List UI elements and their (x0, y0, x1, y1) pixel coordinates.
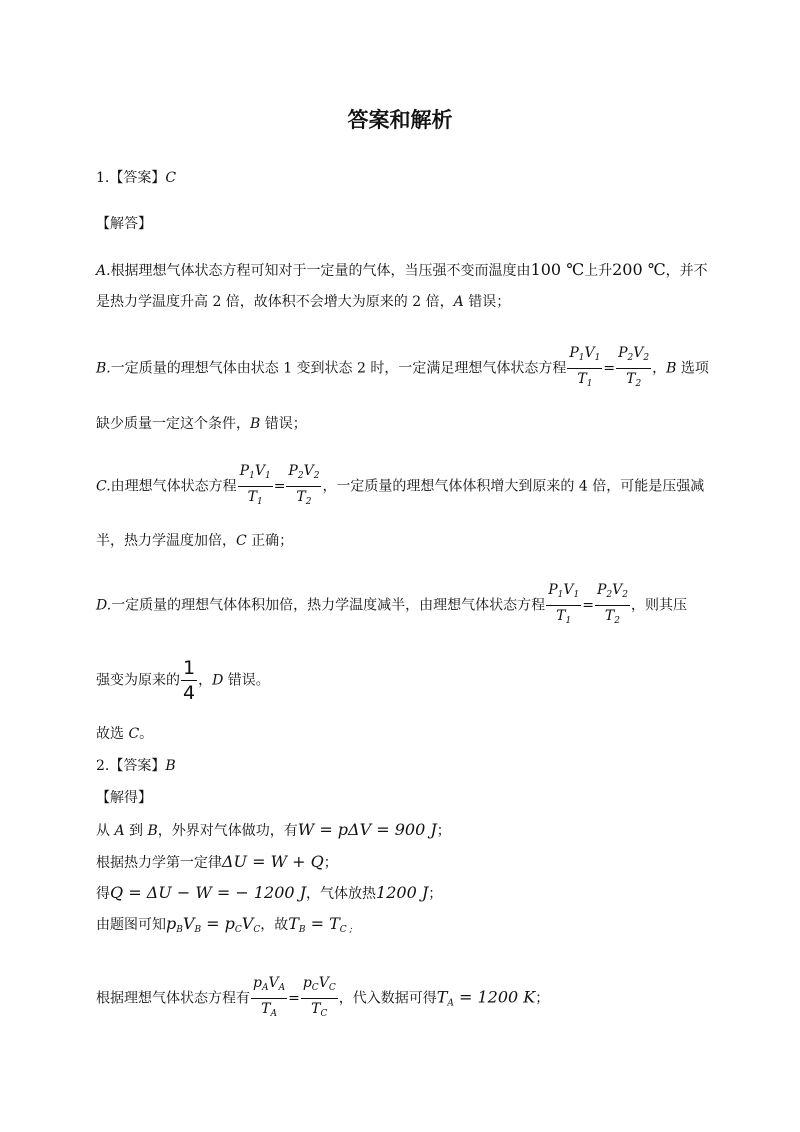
q2-answer: B (165, 758, 176, 774)
option-a-text3: ，并不 (665, 263, 708, 279)
formula-fraction-2: $\frac{P_2V_2}{T_2}$ (618, 345, 650, 389)
option-a-temp1: 100 ℃ (530, 260, 585, 279)
q1-option-c-line2 (96, 531, 293, 551)
option-b-line2a: 缺少质量一定这个条件， (96, 416, 250, 432)
q1-option-b-line1 (96, 345, 709, 392)
page-title: 答案和解析 (347, 108, 453, 132)
option-b-line2b: B (250, 416, 261, 432)
option-c-text2: ，一定质量的理想气体体积增大到原来的 4 倍，可能是压强减 (322, 478, 705, 495)
option-c-line2c: 正确； (246, 533, 294, 549)
fraction-one-quarter: $\frac{1}{4}$ (183, 657, 196, 704)
option-b-text2: ， (652, 360, 667, 377)
formula-fraction-1: $\frac{P_1V_1}{T_1}$ (548, 582, 580, 626)
option-b-text1: 一定质量的理想气体由状态 1 变到状态 2 时，一定满足理想气体状态方程 (110, 360, 567, 377)
option-b-line2c: 错误； (260, 416, 307, 432)
q1-answer: C (165, 170, 177, 186)
option-d-line2a: 强变为原来的 (96, 672, 180, 689)
formula-fraction-2: $\frac{P_2V_2}{T_2}$ (596, 582, 628, 626)
q2-answer-line (96, 756, 176, 776)
q2-section: 【解得】 (96, 790, 152, 806)
q1-conclusion: 故选 C。 (96, 726, 154, 742)
option-b-letter: B. (96, 360, 111, 377)
option-c-letter: C. (96, 478, 111, 495)
q2-line-2: 根据热力学第一定律ΔU = W + Q； (96, 852, 338, 871)
option-a-line2c: 错误； (463, 294, 511, 310)
q1-option-a-line2 (96, 292, 510, 312)
option-c-line2b: C (236, 533, 247, 549)
formula-equals: = (273, 478, 286, 495)
option-d-line2d: 错误。 (223, 672, 270, 689)
formula-fraction-c: $\frac{p_CV_C}{T_C}$ (302, 975, 336, 1019)
option-d-letter: D. (96, 597, 112, 614)
q1-label: 1.【答案】 (96, 170, 166, 186)
option-a-line2a: 是热力学温度升高 2 倍，故体积不会增大为原来的 2 倍， (96, 294, 454, 310)
q1-option-a-line1 (96, 260, 708, 281)
q1-option-d-line1 (96, 582, 687, 629)
formula-fraction-a: $\frac{p_AV_A}{T_A}$ (253, 975, 286, 1019)
formula-equals: = (582, 597, 594, 614)
option-a-text2: 上升 (584, 263, 613, 279)
formula-fraction-2: $\frac{P_2V_2}{T_2}$ (288, 463, 320, 507)
option-b-text4: 选项 (676, 360, 709, 377)
q2-line-3: 得Q = ΔU − W = − 1200 J，气体放热1200 J； (96, 883, 443, 902)
option-a-text1: 根据理想气体状态方程可知对于一定量的气体，当压强不变而温度由 (110, 263, 531, 279)
formula-fraction-1: $\frac{P_1V_1}{T_1}$ (239, 463, 271, 507)
q2-label: 2.【答案】 (96, 758, 166, 774)
q1-option-b-line2 (96, 414, 307, 434)
option-d-text1: 一定质量的理想气体体积加倍，热力学温度减半，由理想气体状态方程 (111, 597, 546, 614)
q1-option-c-line1 (96, 463, 704, 510)
formula-fraction-1: $\frac{P_1V_1}{T_1}$ (569, 345, 601, 389)
option-a-temp2: 200 ℃ (612, 260, 666, 279)
option-a-line2b: A (453, 294, 464, 310)
q2-line-5: 根据理想气体状态方程有 $\frac{p_AV_A}{T_A}$ = $\frac{p_CV_C}{T_C}$ ，代入数据可得$T_A = 1200$ K； (96, 975, 549, 1025)
q2-line-1: 从 A 到 B，外界对气体做功，有W = pΔV = 900 J； (96, 820, 451, 839)
q2-line-4: 由题图可知$p_BV_B = p_CV_C$，故$T_B = T_{C ;}$ (96, 914, 353, 935)
option-a-letter: A. (96, 263, 111, 279)
option-c-line2a: 半，热力学温度加倍， (96, 533, 236, 549)
q1-section: 【解答】 (96, 216, 152, 232)
q1-answer-line (96, 168, 176, 188)
option-d-line2b: ， (198, 672, 213, 689)
option-d-line2c: D (212, 672, 224, 689)
formula-equals: = (603, 360, 616, 377)
option-b-text3: B (666, 360, 677, 377)
q1-option-d-line2 (96, 658, 270, 703)
option-d-text2: ，则其压 (630, 597, 687, 614)
option-c-text1: 由理想气体状态方程 (110, 478, 237, 495)
